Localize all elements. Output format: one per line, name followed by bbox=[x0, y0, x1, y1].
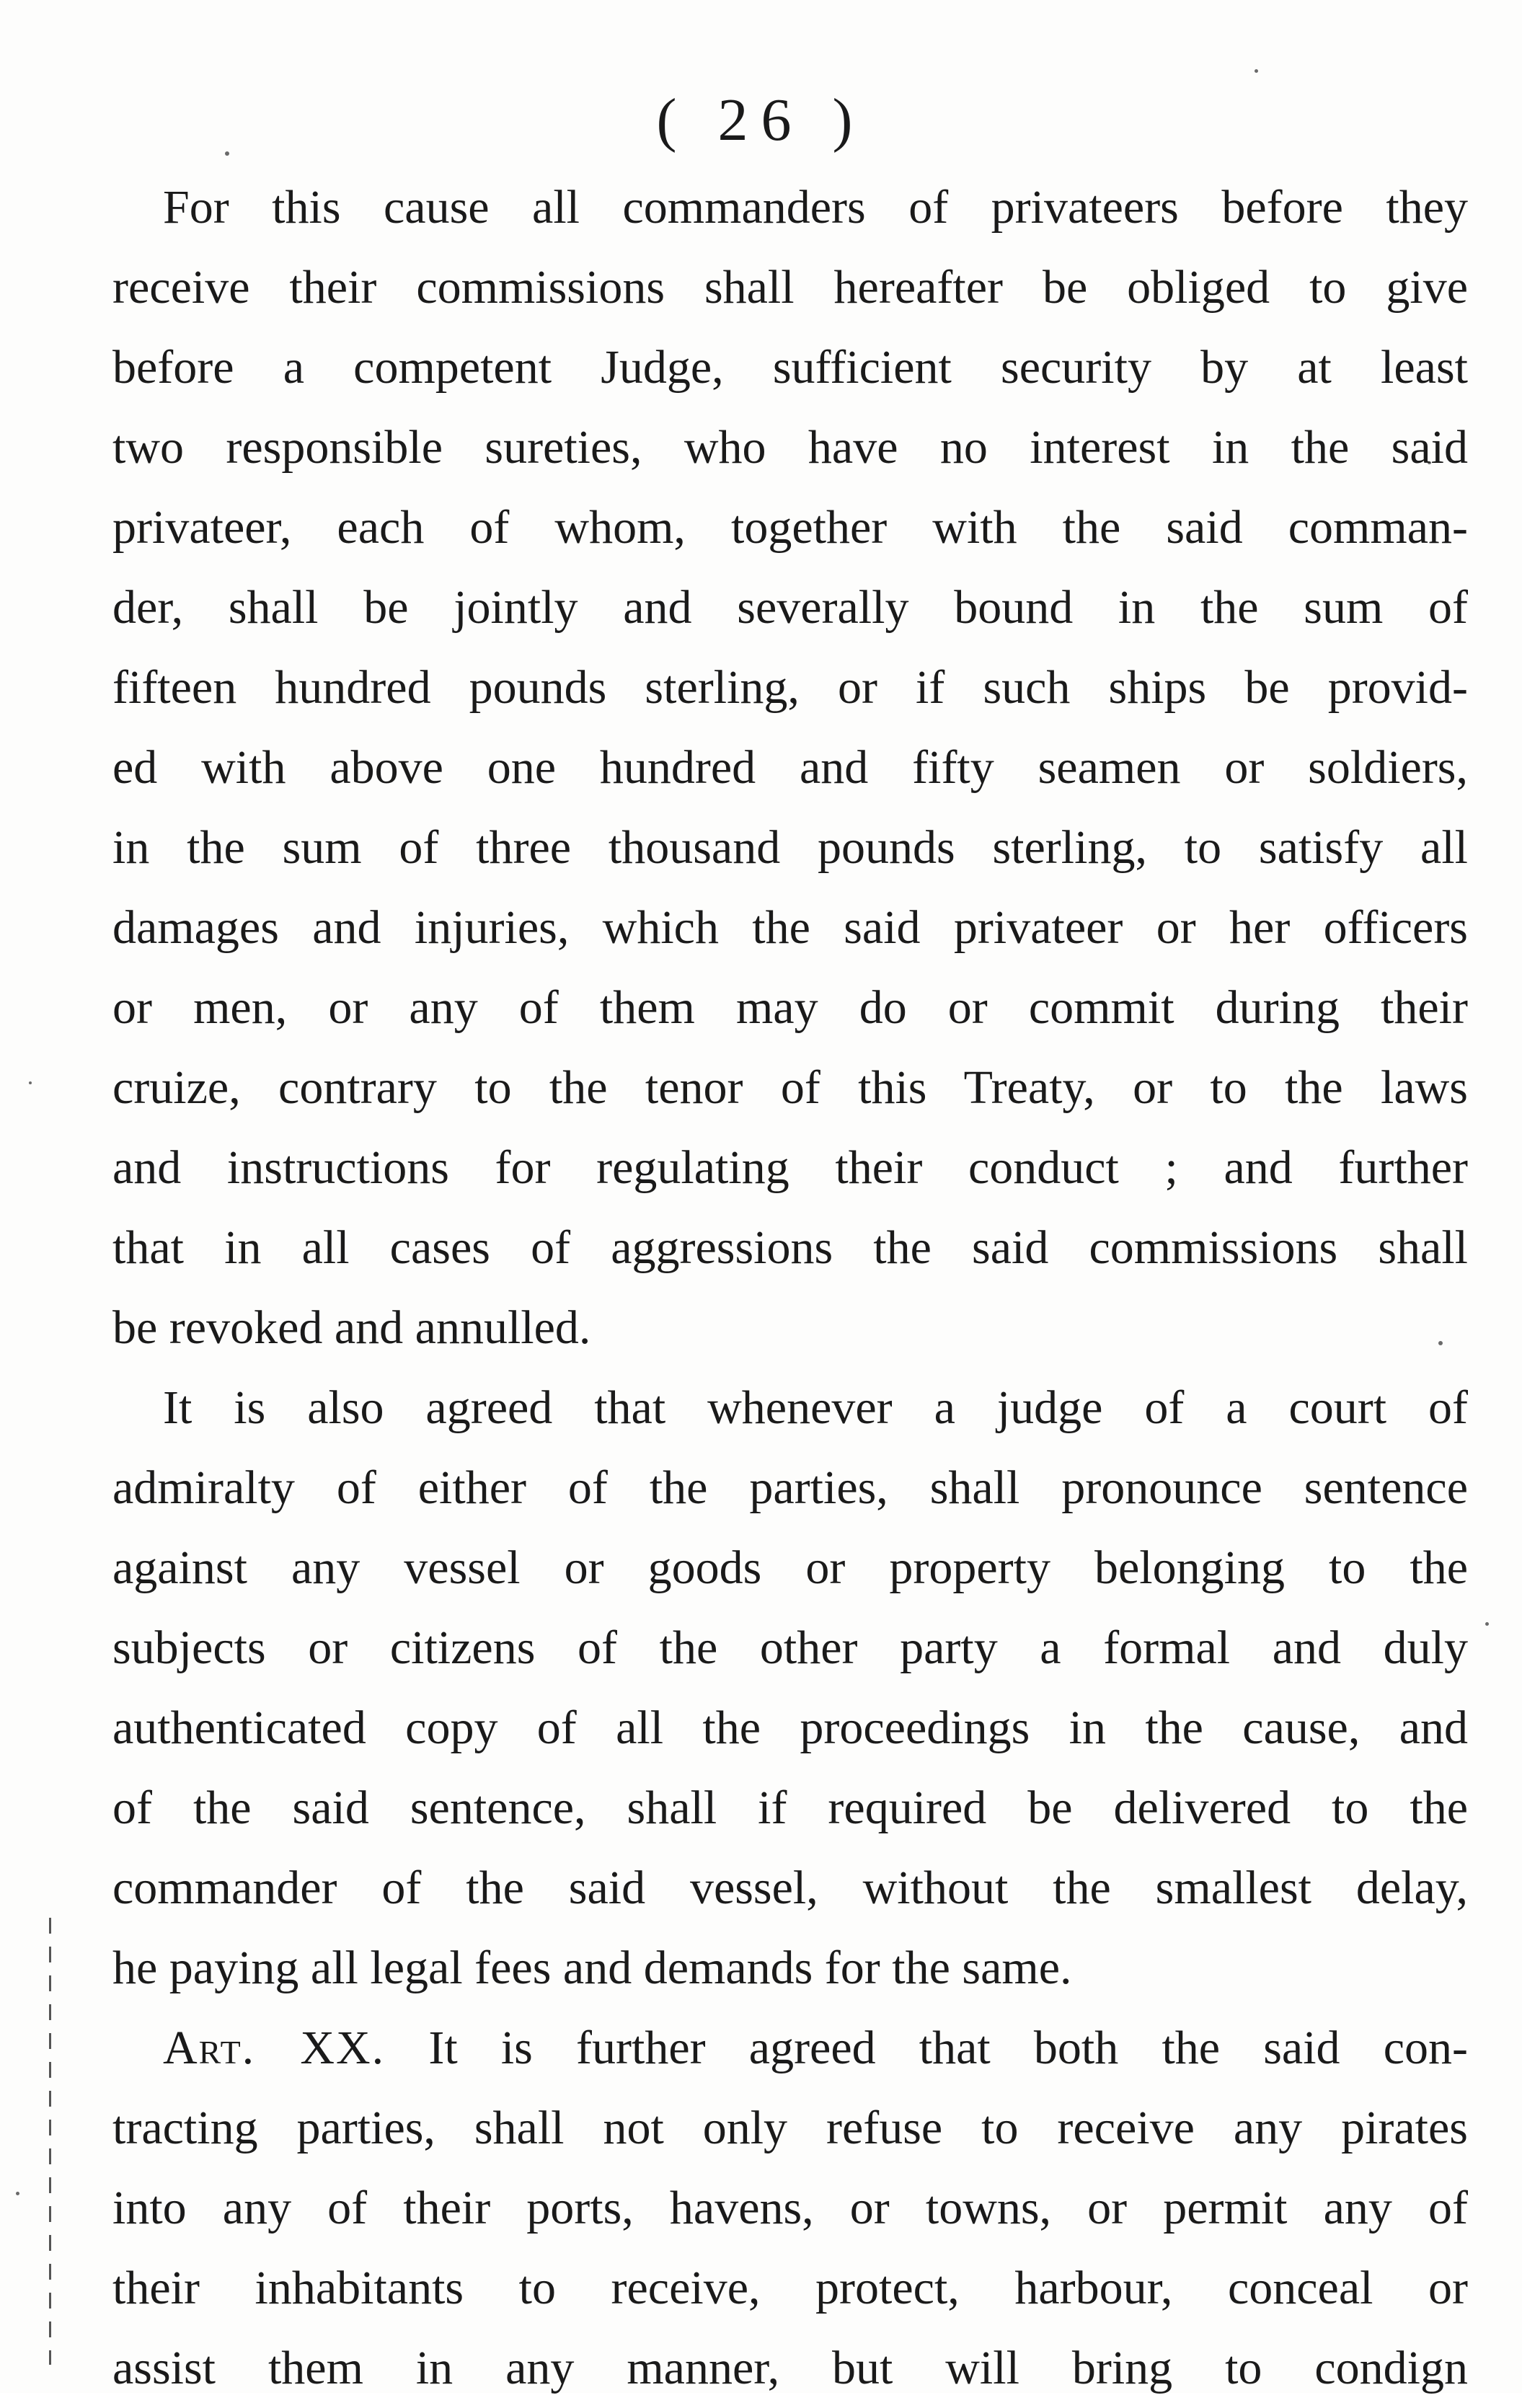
text-line: admiralty of either of the parties, shall pronounce sentence bbox=[112, 1461, 1468, 1514]
text-line: two responsible sureties, who have no interest in the said bbox=[112, 421, 1468, 474]
text-line: their inhabitants to receive, protect, harbour, conceal or bbox=[112, 2262, 1468, 2314]
print-speck bbox=[29, 1081, 32, 1084]
text-line: cruize, contrary to the tenor of this Treaty, or to the laws bbox=[112, 1061, 1468, 1114]
text-line: damages and injuries, which the said privateer or her officers bbox=[112, 901, 1468, 954]
body-text bbox=[112, 167, 1468, 2408]
text-line: For this cause all commanders of privateers before they bbox=[163, 181, 1468, 234]
text-line: and instructions for regulating their conduct ; and further bbox=[112, 1141, 1468, 1194]
page-number: ( 26 ) bbox=[656, 87, 866, 154]
text-line: assist them in any manner, but will bring to condign bbox=[112, 2342, 1468, 2394]
text-line: authenticated copy of all the proceedings in the cause, and bbox=[112, 1701, 1468, 1754]
text-line: or men, or any of them may do or commit during their bbox=[112, 981, 1468, 1034]
text-line: into any of their ports, havens, or towns, or permit any of bbox=[112, 2182, 1468, 2234]
text-line: against any vessel or goods or property belonging to the bbox=[112, 1541, 1468, 1594]
text-line: tracting parties, shall not only refuse to receive any pirates bbox=[112, 2102, 1468, 2154]
text-line: be revoked and annulled. bbox=[112, 1301, 591, 1354]
text-line: before a competent Judge, sufficient security by at least bbox=[112, 341, 1468, 394]
text-line: of the said sentence, shall if required be delivered to the bbox=[112, 1781, 1468, 1834]
text-line: It is further agreed that both the said con- bbox=[428, 2022, 1468, 2074]
text-line: he paying all legal fees and demands for the same. bbox=[112, 1942, 1072, 1994]
text-line: subjects or citizens of the other party a formal and duly bbox=[112, 1621, 1468, 1674]
text-line: commander of the said vessel, without the smallest delay, bbox=[112, 1862, 1468, 1914]
print-speck bbox=[1485, 1622, 1489, 1626]
text-line: privateer, each of whom, together with the said comman- bbox=[112, 501, 1468, 554]
text-line: der, shall be jointly and severally bound in the sum of bbox=[112, 581, 1468, 634]
margin-rule bbox=[49, 1918, 51, 2365]
text-line: It is also agreed that whenever a judge of a court of bbox=[163, 1381, 1468, 1434]
text-line: that in all cases of aggressions the said commissions shall bbox=[112, 1221, 1468, 1274]
article-label: Art. XX. bbox=[163, 2022, 386, 2074]
print-speck bbox=[1255, 69, 1258, 73]
text-line: in the sum of three thousand pounds sterling, to satisfy all bbox=[112, 821, 1468, 874]
text-line: ed with above one hundred and fifty seamen or soldiers, bbox=[112, 741, 1468, 794]
print-speck bbox=[16, 2192, 19, 2195]
text-line: fifteen hundred pounds sterling, or if such ships be provid- bbox=[112, 661, 1468, 714]
article-heading-line bbox=[112, 2008, 1468, 2088]
text-line: receive their commissions shall hereafter be obliged to give bbox=[112, 261, 1468, 314]
